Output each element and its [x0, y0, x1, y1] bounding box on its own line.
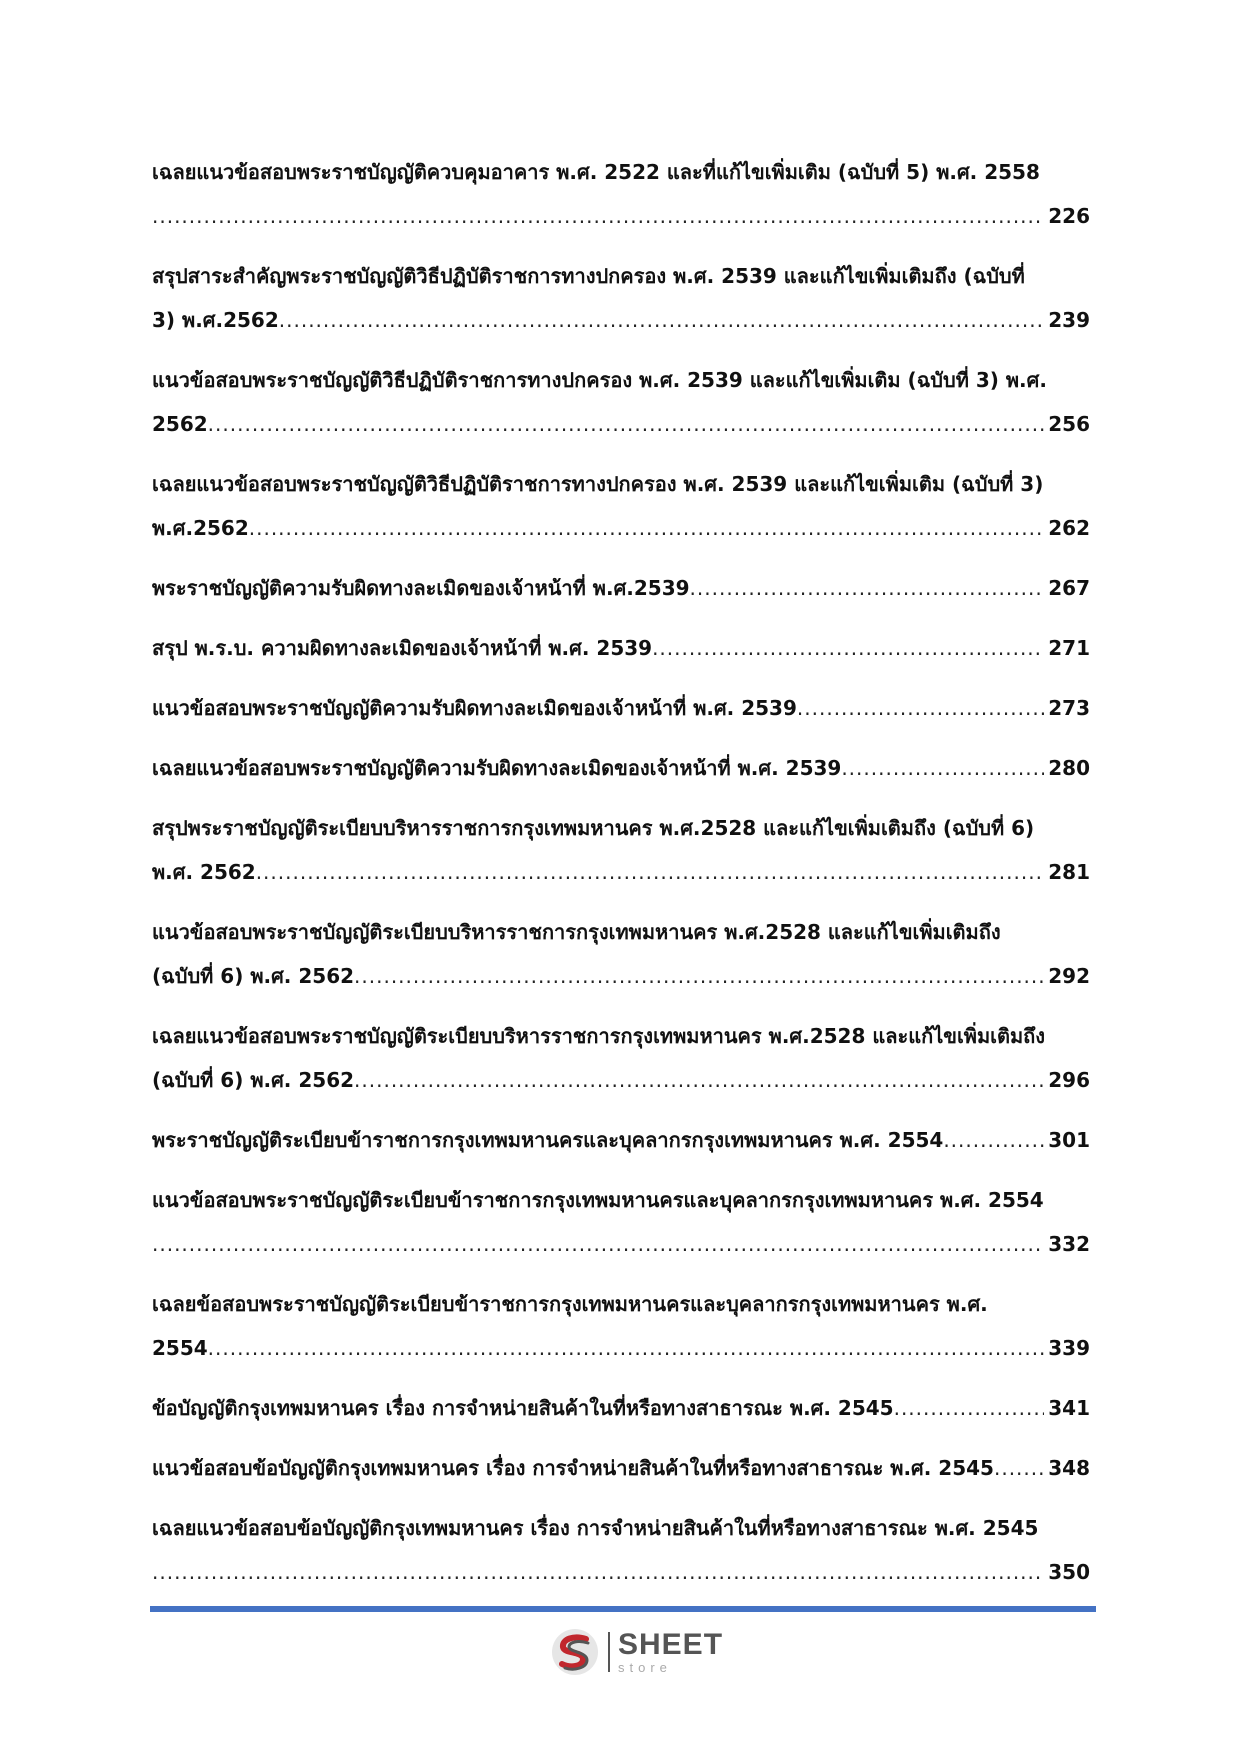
dot-leader [208, 402, 1045, 446]
toc-entry-title: ข้อบัญญัติกรุงเทพมหานคร เรื่อง การจำหน่ายสินค้าในที่หรือทางสาธารณะ พ.ศ. 2545 [152, 1396, 894, 1420]
toc-entry-title: พระราชบัญญัติระเบียบข้าราชการกรุงเทพมหานครและบุคลากรกรุงเทพมหานคร พ.ศ. 2554 [152, 1128, 944, 1152]
sheet-store-logo [550, 1624, 723, 1680]
toc-entry-title-continued: 2554 [152, 1336, 208, 1360]
logo-subword: store [618, 1660, 672, 1675]
toc-entry[interactable] [152, 1506, 1090, 1594]
toc-entry[interactable] [152, 1386, 1090, 1430]
toc-entry-title-continued: 3) พ.ศ.2562 [152, 308, 279, 332]
toc-entry-title-continued: (ฉบับที่ 6) พ.ศ. 2562 [152, 1068, 355, 1092]
toc-page-number: 350 [1048, 1560, 1090, 1584]
toc-entry-title: เฉลยแนวข้อสอบพระราชบัญญัติควบคุมอาคาร พ.ศ. 2522 และที่แก้ไขเพิ่มเติม (ฉบับที่ 5) พ.ศ. 2558 [152, 160, 1040, 184]
toc-page-number: 339 [1048, 1336, 1090, 1360]
toc-page-number: 301 [1048, 1128, 1090, 1152]
toc-entry-title: พระราชบัญญัติความรับผิดทางละเมิดของเจ้าหน้าที่ พ.ศ.2539 [152, 576, 690, 600]
dot-leader [994, 1446, 1044, 1490]
toc-entry[interactable] [152, 746, 1090, 790]
toc-page-number: 296 [1048, 1068, 1090, 1092]
toc-entry-title: แนวข้อสอบข้อบัญญัติกรุงเทพมหานคร เรื่อง การจำหน่ายสินค้าในที่หรือทางสาธารณะ พ.ศ. 2545 [152, 1456, 994, 1480]
toc-entry-title: เฉลยแนวข้อสอบพระราชบัญญัติวิธีปฏิบัติราชการทางปกครอง พ.ศ. 2539 และแก้ไขเพิ่มเติม (ฉบับที่ 3) [152, 472, 1044, 496]
toc-page-number: 273 [1048, 696, 1090, 720]
dot-leader [249, 506, 1045, 550]
toc-entry[interactable] [152, 686, 1090, 730]
toc-entry[interactable] [152, 1446, 1090, 1490]
toc-entry[interactable] [152, 1118, 1090, 1162]
dot-leader [690, 566, 1045, 610]
toc-entry-title: สรุปพระราชบัญญัติระเบียบบริหารราชการกรุงเทพมหานคร พ.ศ.2528 และแก้ไขเพิ่มเติมถึง (ฉบับที่ 6) [152, 816, 1035, 840]
toc-entry-title-continued: พ.ศ.2562 [152, 516, 249, 540]
toc-entry[interactable] [152, 462, 1090, 550]
toc-page-number: 332 [1048, 1232, 1090, 1256]
toc-entry-title: แนวข้อสอบพระราชบัญญัติระเบียบข้าราชการกรุงเทพมหานครและบุคลากรกรุงเทพมหานคร พ.ศ. 2554 [152, 1188, 1044, 1212]
dot-leader [841, 746, 1044, 790]
toc-entry-title-continued: 2562 [152, 412, 208, 436]
toc-page-number: 280 [1048, 756, 1090, 780]
dot-leader [797, 686, 1044, 730]
table-of-contents [152, 150, 1090, 1610]
dot-leader [652, 626, 1044, 670]
toc-entry-title: แนวข้อสอบพระราชบัญญัติวิธีปฏิบัติราชการทางปกครอง พ.ศ. 2539 และแก้ไขเพิ่มเติม (ฉบับที่ 3) พ.ศ. [152, 368, 1047, 392]
toc-entry[interactable] [152, 150, 1090, 238]
toc-page-number: 271 [1048, 636, 1090, 660]
logo-separator [608, 1632, 610, 1672]
toc-page-number: 256 [1048, 412, 1090, 436]
dot-leader [152, 1550, 1044, 1594]
toc-page-number: 292 [1048, 964, 1090, 988]
toc-entry[interactable] [152, 254, 1090, 342]
toc-entry-title: สรุปสาระสำคัญพระราชบัญญัติวิธีปฏิบัติราชการทางปกครอง พ.ศ. 2539 และแก้ไขเพิ่มเติมถึง (ฉบับที่ [152, 264, 1025, 288]
toc-page-number: 262 [1048, 516, 1090, 540]
toc-entry-title-continued: พ.ศ. 2562 [152, 860, 256, 884]
toc-entry[interactable] [152, 1178, 1090, 1266]
toc-entry-title-continued: (ฉบับที่ 6) พ.ศ. 2562 [152, 964, 355, 988]
toc-entry[interactable] [152, 1014, 1090, 1102]
dot-leader [894, 1386, 1045, 1430]
toc-entry-title: เฉลยแนวข้อสอบพระราชบัญญัติความรับผิดทางละเมิดของเจ้าหน้าที่ พ.ศ. 2539 [152, 756, 842, 780]
dot-leader [943, 1118, 1044, 1162]
sheet-store-logo-icon [550, 1627, 600, 1677]
logo-word: SHEET [618, 1628, 724, 1661]
toc-entry[interactable] [152, 566, 1090, 610]
toc-entry-title: สรุป พ.ร.บ. ความผิดทางละเมิดของเจ้าหน้าที่ พ.ศ. 2539 [152, 636, 653, 660]
toc-entry[interactable] [152, 1282, 1090, 1370]
toc-entry[interactable] [152, 626, 1090, 670]
dot-leader [208, 1326, 1045, 1370]
toc-entry-title: เฉลยแนวข้อสอบพระราชบัญญัติระเบียบบริหารราชการกรุงเทพมหานคร พ.ศ.2528 และแก้ไขเพิ่มเติมถึง [152, 1024, 1046, 1048]
toc-entry-title: แนวข้อสอบพระราชบัญญัติระเบียบบริหารราชการกรุงเทพมหานคร พ.ศ.2528 และแก้ไขเพิ่มเติมถึง [152, 920, 1001, 944]
toc-page-number: 239 [1048, 308, 1090, 332]
toc-page-number: 226 [1048, 204, 1090, 228]
toc-page-number: 267 [1048, 576, 1090, 600]
dot-leader [354, 954, 1044, 998]
toc-entry[interactable] [152, 806, 1090, 894]
dot-leader [354, 1058, 1044, 1102]
toc-entry[interactable] [152, 910, 1090, 998]
toc-entry-title: เฉลยแนวข้อสอบข้อบัญญัติกรุงเทพมหานคร เรื่อง การจำหน่ายสินค้าในที่หรือทางสาธารณะ พ.ศ. 2545 [152, 1516, 1039, 1540]
dot-leader [279, 298, 1044, 342]
toc-entry[interactable] [152, 358, 1090, 446]
toc-entry-title: เฉลยข้อสอบพระราชบัญญัติระเบียบข้าราชการกรุงเทพมหานครและบุคลากรกรุงเทพมหานคร พ.ศ. [152, 1292, 988, 1316]
dot-leader [256, 850, 1045, 894]
toc-entry-title: แนวข้อสอบพระราชบัญญัติความรับผิดทางละเมิดของเจ้าหน้าที่ พ.ศ. 2539 [152, 696, 797, 720]
dot-leader [152, 194, 1044, 238]
footer-rule [150, 1606, 1096, 1612]
toc-page-number: 348 [1048, 1456, 1090, 1480]
toc-page-number: 341 [1048, 1396, 1090, 1420]
dot-leader [152, 1222, 1044, 1266]
toc-page-number: 281 [1048, 860, 1090, 884]
